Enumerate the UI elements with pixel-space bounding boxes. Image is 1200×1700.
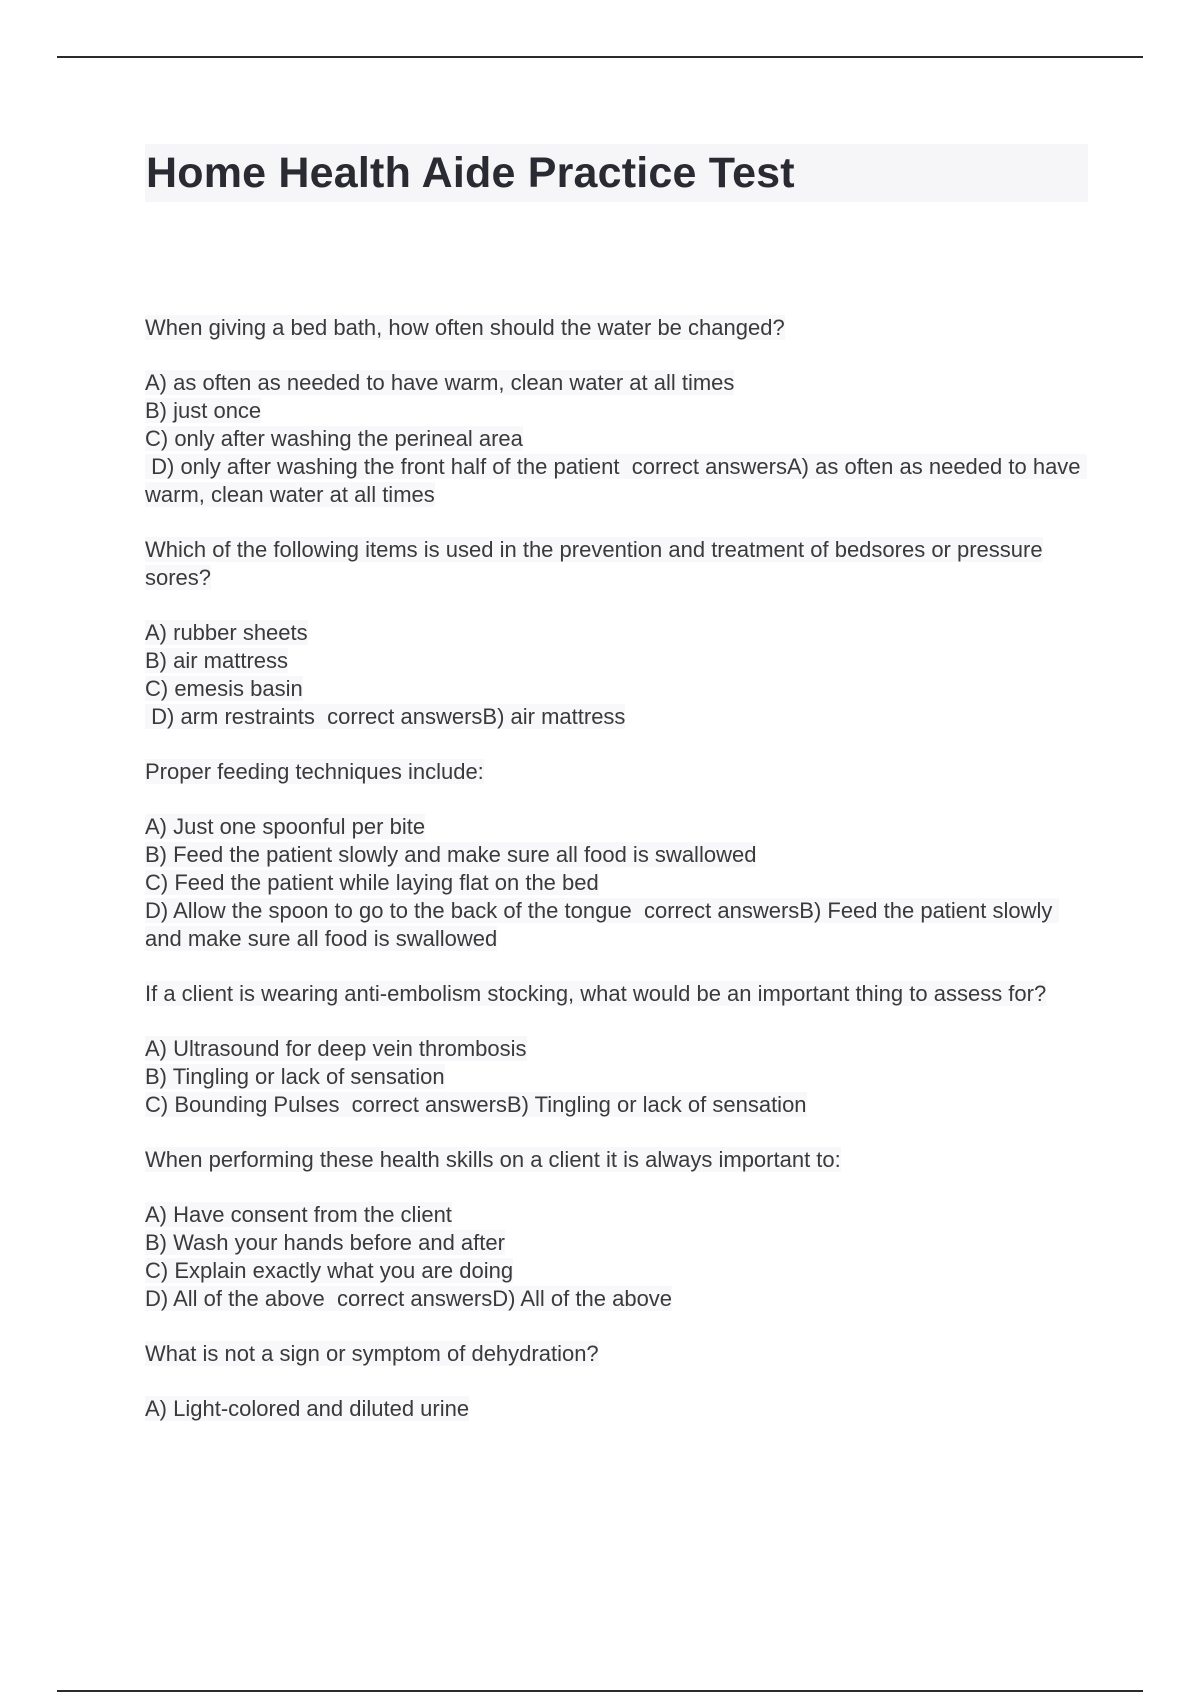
answer-option: A) as often as needed to have warm, clean water at all times (145, 370, 735, 395)
answer-option-with-key: D) arm restraints correct answersB) air mattress (145, 704, 626, 729)
answer-options (145, 1201, 1090, 1313)
answer-options (145, 813, 1090, 953)
answer-option: C) Feed the patient while laying flat on the bed (145, 870, 599, 895)
answer-option: C) only after washing the perineal area (145, 426, 523, 451)
question-4 (145, 980, 1090, 1119)
question-prompt: Which of the following items is used in the prevention and treatment of bedsores or pressure sores? (145, 537, 1043, 590)
question-6 (145, 1340, 1090, 1423)
answer-option: A) Have consent from the client (145, 1202, 452, 1227)
answer-option: B) just once (145, 398, 262, 423)
answer-option: B) Feed the patient slowly and make sure all food is swallowed (145, 842, 757, 867)
question-3 (145, 758, 1090, 953)
answer-option: B) air mattress (145, 648, 289, 673)
top-rule (57, 56, 1143, 58)
answer-option: A) Light-colored and diluted urine (145, 1396, 470, 1421)
answer-option-with-key: D) only after washing the front half of the patient correct answersA) as often as needed to have warm, clean water at all times (145, 454, 1087, 507)
question-prompt: What is not a sign or symptom of dehydration? (145, 1341, 599, 1366)
answer-options (145, 619, 1090, 731)
answer-option: B) Wash your hands before and after (145, 1230, 505, 1255)
answer-option-with-key: D) Allow the spoon to go to the back of the tongue correct answersB) Feed the patient slowly and make sure all food is swallowed (145, 898, 1059, 951)
answer-option: A) Ultrasound for deep vein thrombosis (145, 1036, 527, 1061)
question-2 (145, 536, 1090, 731)
question-prompt: When giving a bed bath, how often should the water be changed? (145, 315, 785, 340)
question-prompt: Proper feeding techniques include: (145, 759, 484, 784)
answer-option: A) rubber sheets (145, 620, 308, 645)
question-prompt: When performing these health skills on a client it is always important to: (145, 1147, 841, 1172)
answer-options (145, 1395, 1090, 1423)
answer-option: C) Explain exactly what you are doing (145, 1258, 514, 1283)
bottom-rule (57, 1690, 1143, 1692)
answer-option: C) emesis basin (145, 676, 303, 701)
question-list (145, 314, 1090, 1450)
question-5 (145, 1146, 1090, 1313)
question-prompt: If a client is wearing anti-embolism stocking, what would be an important thing to assess for? (145, 981, 1047, 1006)
answer-option: A) Just one spoonful per bite (145, 814, 426, 839)
answer-option-with-key: C) Bounding Pulses correct answersB) Tingling or lack of sensation (145, 1092, 807, 1117)
answer-options (145, 1035, 1090, 1119)
question-1 (145, 314, 1090, 509)
answer-option: B) Tingling or lack of sensation (145, 1064, 445, 1089)
page-title: Home Health Aide Practice Test (146, 149, 795, 197)
answer-options (145, 369, 1090, 509)
answer-option-with-key: D) All of the above correct answersD) All of the above (145, 1286, 673, 1311)
